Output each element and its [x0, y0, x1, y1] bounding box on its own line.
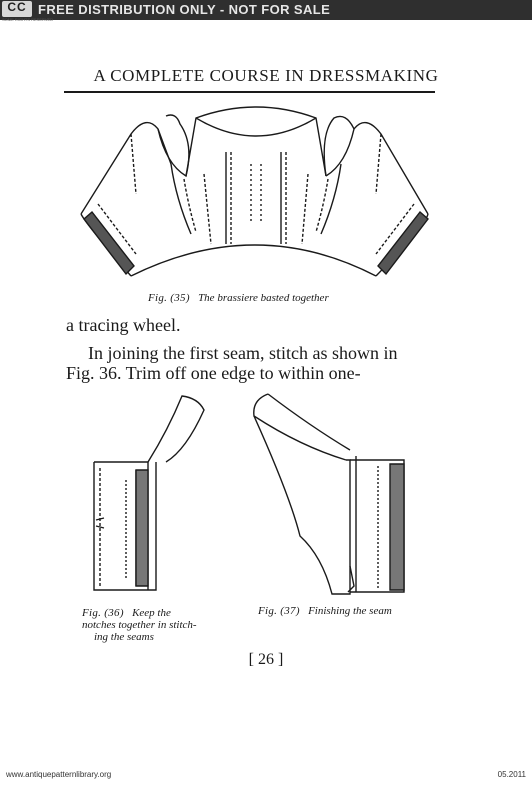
figure-35-caption — [148, 292, 329, 304]
figure-37-label: Fig. (37) — [258, 605, 300, 617]
footer-url[interactable]: www.antiquepatternlibrary.org — [6, 770, 112, 779]
figure-36-illustration — [86, 390, 210, 600]
paragraph-line-2: In joining the first seam, stitch as shown in — [88, 343, 398, 363]
license-subtext: SOME RIGHTS RESERVED — [2, 17, 54, 22]
figure-36-caption-line-3: ing the seams — [94, 631, 154, 643]
figure-35-label: Fig. (35) — [148, 292, 190, 304]
figure-37-caption-text: Finishing the seam — [308, 605, 392, 617]
figure-36-caption — [82, 607, 197, 643]
figure-35-illustration — [76, 104, 436, 290]
paragraph-line-1: a tracing wheel. — [66, 315, 181, 335]
license-banner — [0, 0, 532, 20]
figure-36-caption-line-1: Keep the — [132, 607, 171, 619]
paragraph-line-3: Fig. 36. Trim off one edge to within one- — [66, 363, 361, 383]
figure-35-caption-text: The brassiere basted together — [198, 292, 329, 304]
running-head: A COMPLETE COURSE IN DRESSMAKING — [93, 66, 439, 85]
license-notice: FREE DISTRIBUTION ONLY - NOT FOR SALE — [38, 2, 331, 17]
figure-37-caption — [258, 605, 392, 617]
page-number: [ 26 ] — [248, 651, 284, 668]
header-rule — [64, 91, 435, 93]
figure-36-caption-line-2: notches together in stitch- — [82, 619, 197, 631]
creative-commons-logo: CC — [2, 1, 32, 17]
figure-37-illustration — [250, 386, 410, 598]
figure-36-label: Fig. (36) — [82, 607, 124, 619]
footer-date: 05.2011 — [497, 770, 526, 779]
